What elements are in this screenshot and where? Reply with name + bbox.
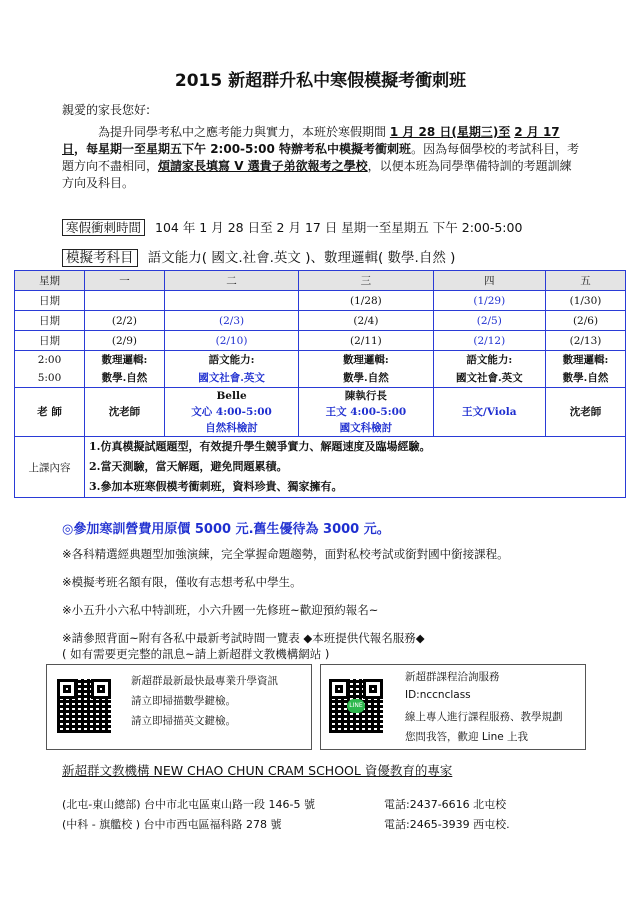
header-cell: 二 [164, 271, 298, 291]
date-cell [85, 291, 165, 311]
table-row [15, 331, 626, 351]
content-row [15, 437, 626, 498]
date-label: 日期 [15, 331, 85, 351]
intro-text-1: 為提升同學考私中之應考能力與實力，本班於寒假期間 [98, 125, 387, 139]
table-row [15, 291, 626, 311]
intro-date-end: 2 月 17 日 [62, 125, 560, 156]
header-cell: 三 [299, 271, 433, 291]
period-label: 寒假衝刺時間 [62, 219, 145, 236]
teacher-time: 王文 4:00-5:00 [325, 406, 407, 418]
qr-right-line: ID:nccnclass [405, 689, 471, 701]
subject-cell [164, 351, 298, 388]
qr-left-line: 請立即掃描英文鍵檢。 [131, 715, 236, 727]
table-header-row [15, 271, 626, 291]
date-cell: (2/3) [164, 311, 298, 331]
content-cell [85, 437, 626, 498]
note-line: ※請參照背面~附有各私中最新考試時間一覽表 ◆本班提供代報名服務◆ [62, 631, 425, 645]
teacher-row [15, 388, 626, 437]
intro-text-2: ，每星期一至星期五下午 2:00-5:00 特辦考私中模擬考衝刺班 [74, 142, 412, 156]
date-label: 日期 [15, 311, 85, 331]
subject-detail: 國文社會.英文 [198, 372, 265, 384]
subject-name: 數理邏輯: [562, 354, 609, 366]
date-cell: (2/9) [85, 331, 165, 351]
schedule-table [14, 270, 626, 498]
date-cell: (1/29) [433, 291, 545, 311]
content-line: 1.仿真模擬試題題型，有效提升學生競爭實力、解題速度及臨場經驗。 [89, 440, 431, 453]
subject-cell [433, 351, 545, 388]
teacher-name: 陳執行長 [344, 390, 387, 402]
intro-text-3: 。因為每個學校的考試科目，考題方向不盡相同， [62, 142, 580, 173]
teacher-cell: 王文/Viola [433, 388, 545, 437]
subject-name: 語文能力: [208, 354, 255, 366]
line-logo-icon: LINE [347, 699, 365, 713]
subject-cell [546, 351, 626, 388]
date-cell: (2/6) [546, 311, 626, 331]
subject-name: 數理邏輯: [342, 354, 389, 366]
subject-detail-text: 數學.自然 [101, 372, 148, 384]
teacher-note: 國文科檢討 [339, 422, 393, 434]
header-cell: 四 [433, 271, 545, 291]
content-line: 2.當天測驗，當天解題，避免問題累積。 [89, 460, 288, 473]
subject-detail: 數學.自然 [562, 372, 609, 384]
note-line: ※各科精選經典題型加強演練，完全掌握命題趨勢，面對私校考試或銜對國中銜接課程。 [62, 547, 509, 561]
note-line: ※小五升小六私中特訓班，小六升國一先修班~歡迎預約報名~ [62, 603, 379, 617]
date-cell: (1/28) [299, 291, 433, 311]
date-cell: (2/10) [164, 331, 298, 351]
date-cell [164, 291, 298, 311]
teacher-cell: 沈老師 [546, 388, 626, 437]
subject-value: 語文能力( 國文.社會.英文 )、數理邏輯( 數學.自然 ) [147, 250, 456, 266]
period-line [62, 218, 522, 236]
branch-address: (中科 - 旗艦校 ) 台中市西屯區福科路 278 號 [62, 818, 282, 831]
date-cell: (2/11) [299, 331, 433, 351]
page-title: 2015 新超群升私中寒假模擬考衝刺班 [174, 71, 467, 91]
header-cell: 一 [85, 271, 165, 291]
teacher-cell [299, 388, 433, 437]
date-cell: (1/30) [546, 291, 626, 311]
intro-paragraph [62, 124, 582, 192]
subject-label: 模擬考科目 [62, 249, 138, 267]
subject-name: 數理邏輯: [101, 354, 148, 366]
time-end: 5:00 [37, 372, 62, 384]
teacher-time: 文心 4:00-5:00 [191, 406, 272, 418]
branch-address: (北屯-東山總部) 台中市北屯區東山路一段 146-5 號 [62, 798, 316, 811]
branch-phone: 電話:2437-6616 北屯校 [384, 798, 507, 811]
date-cell: (2/12) [433, 331, 545, 351]
subject-cell [299, 351, 433, 388]
note-line: ( 如有需要更完整的訊息~請上新超群文教機構網站 ) [62, 647, 330, 661]
qr-left-line: 請立即掃描數學鍵檢。 [131, 695, 236, 707]
subject-cell [85, 351, 165, 388]
teacher-note: 自然科檢討 [205, 422, 258, 434]
date-cell: (2/5) [433, 311, 545, 331]
teacher-cell: 沈老師 [85, 388, 165, 437]
intro-date-start: 1 月 28 日(星期三)至 [389, 125, 511, 139]
content-label: 上課內容 [15, 437, 85, 498]
date-cell: (2/13) [546, 331, 626, 351]
time-start: 2:00 [37, 354, 62, 366]
subject-detail: 數學.自然 [343, 372, 389, 384]
table-row [15, 351, 626, 388]
greeting: 親愛的家長您好: [62, 103, 151, 117]
subject-detail [87, 369, 162, 387]
intro-text-5: ，以便本班為同學準備特訓的考題訓練方向及科目。 [62, 159, 572, 190]
content-line: 3.參加本班寒假模考衝刺班，資料珍貴、獨家擁有。 [89, 480, 343, 493]
subject-line [62, 246, 455, 266]
qr-panel-left [46, 664, 312, 750]
qr-panel-right [320, 664, 586, 750]
promo-text: ◎參加寒訓營費用原價 5000 元.舊生優待為 3000 元。 [62, 522, 390, 537]
branch-phone: 電話:2465-3939 西屯校. [384, 818, 510, 831]
org-line: 新超群文教機構 NEW CHAO CHUN CRAM SCHOOL 資優教育的專家 [62, 763, 453, 778]
qr-code-icon[interactable] [57, 679, 111, 733]
teacher-cell [164, 388, 298, 437]
teacher-name: Belle [216, 390, 247, 402]
subject-name: 語文能力: [466, 354, 513, 366]
date-cell: (2/4) [299, 311, 433, 331]
header-cell: 五 [546, 271, 626, 291]
period-value: 104 年 1 月 28 日至 2 月 17 日 星期一至星期五 下午 2:00-5:00 [155, 220, 523, 235]
intro-text-4: 煩請家長填寫 V 選貴子弟欲報考之學校 [158, 159, 368, 173]
table-row [15, 311, 626, 331]
qr-left-line: 新超群最新最快最專業升學資訊 [131, 675, 278, 687]
time-cell [15, 351, 85, 388]
date-cell: (2/2) [85, 311, 165, 331]
teacher-label: 老 師 [15, 388, 85, 437]
qr-right-line: 線上專人進行課程服務、教學規劃 [405, 711, 563, 723]
date-label: 日期 [15, 291, 85, 311]
qr-right-line: 您問我答，歡迎 Line 上我 [405, 731, 529, 743]
note-line: ※模擬考班名額有限，僅收有志想考私中學生。 [62, 575, 302, 589]
subject-detail: 國文社會.英文 [455, 372, 523, 384]
qr-right-line: 新超群課程洽詢服務 [405, 671, 500, 683]
header-cell: 星期 [15, 271, 85, 291]
